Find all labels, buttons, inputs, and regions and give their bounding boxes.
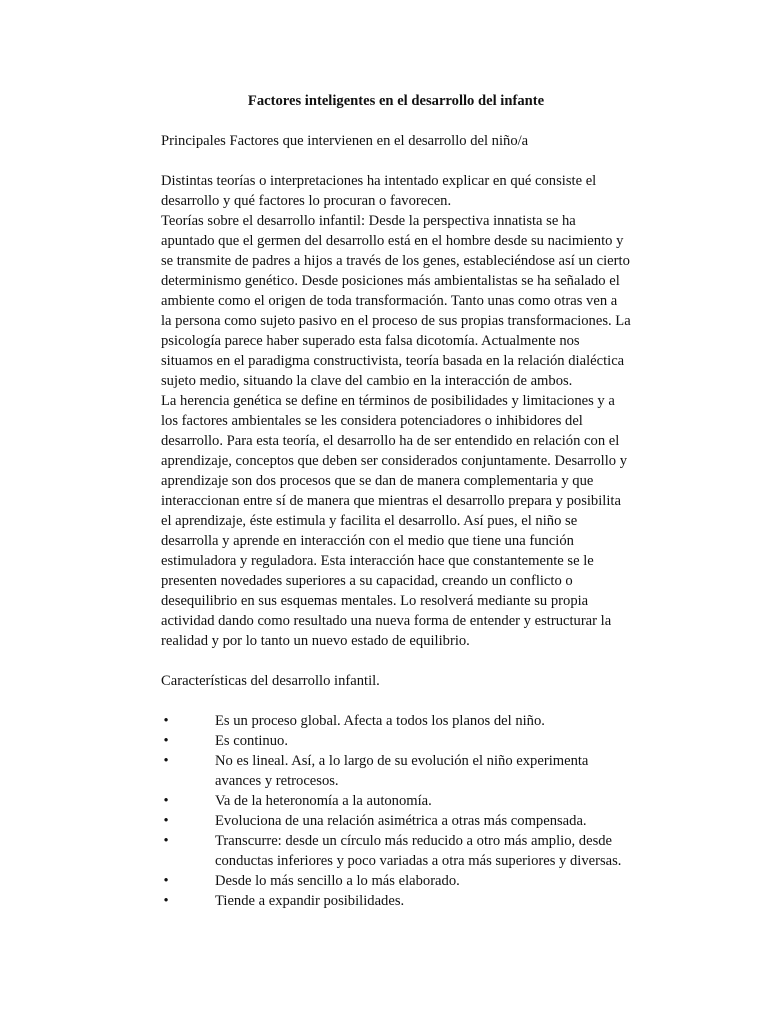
bullet-icon: • bbox=[163, 793, 169, 809]
list-item bbox=[163, 871, 631, 891]
bullet-icon: • bbox=[163, 733, 169, 749]
bullet-icon: • bbox=[163, 833, 169, 849]
paragraph-intro: Distintas teorías o interpretaciones ha intentado explicar en qué consiste el desarrollo y qué factores lo procuran o favorecen. bbox=[161, 173, 597, 209]
paragraph-genetics: La herencia genética se define en términos de posibilidades y limitaciones y a los factores ambientales se les considera potenciadores o inhibidores del desarrollo. Para esta teoría, el desarrollo ha de ser entendido en relación con el aprendizaje, conceptos que deben ser considerados conjuntamente. Desarrollo y aprendizaje son dos procesos que se dan de manera complementaria y que interaccionan entre sí de manera que mientras el desarrollo prepara y posibilita el aprendizaje, éste estimula y facilita el desarrollo. Así pues, el niño se desarrolla y aprende en interacción con el medio que tiene una función estimuladora y reguladora. Esta interacción hace que constantemente se le presenten novedades superiores a su capacidad, creando un conflicto o desequilibrio en sus esquemas mentales. Lo resolverá mediante su propia actividad dando como resultado una nueva forma de entender y estructurar la realidad y por lo tanto un nuevo estado de equilibrio. bbox=[161, 393, 628, 649]
list-item-text: Evoluciona de una relación asimétrica a otras más compensada. bbox=[215, 813, 587, 829]
list-item-text: No es lineal. Así, a lo largo de su evolución el niño experimenta avances y retrocesos. bbox=[215, 753, 589, 789]
list-item-text: Es continuo. bbox=[215, 733, 288, 749]
list-item bbox=[163, 831, 631, 871]
list-item bbox=[163, 891, 631, 911]
list-item bbox=[163, 711, 631, 731]
bullet-icon: • bbox=[163, 813, 169, 829]
list-item-text: Transcurre: desde un círculo más reducido a otro más amplio, desde conductas inferiores y poco variadas a otra más superiores y diversas. bbox=[215, 833, 622, 869]
list-item bbox=[163, 731, 631, 751]
spacer bbox=[161, 691, 631, 711]
characteristics-list-wrap bbox=[163, 711, 631, 911]
paragraph-theories: Teorías sobre el desarrollo infantil: Desde la perspectiva innatista se ha apuntado que el germen del desarrollo está en el hombre desde su nacimiento y se transmite de padres a hijos a través de los genes, estableciéndose así un cierto determinismo genético. Desde posiciones más ambientalistas se ha señalado el ambiente como el origen de toda transformación. Tanto unas como otras ven a la persona como sujeto pasivo en el proceso de sus propias transformaciones. La psicología parece haber superado esta falsa dicotomía. Actualmente nos situamos en el paradigma constructivista, teoría basada en la relación dialéctica sujeto medio, situando la clave del cambio en la interacción de ambos. bbox=[161, 213, 631, 389]
list-item-text: Tiende a expandir posibilidades. bbox=[215, 893, 405, 909]
list-item bbox=[163, 811, 631, 831]
bullet-icon: • bbox=[163, 873, 169, 889]
list-item-text: Va de la heteronomía a la autonomía. bbox=[215, 793, 432, 809]
list-item bbox=[163, 751, 631, 791]
characteristics-heading: Características del desarrollo infantil. bbox=[161, 673, 380, 689]
bullet-icon: • bbox=[163, 713, 169, 729]
list-item-text: Desde lo más sencillo a lo más elaborado. bbox=[215, 873, 460, 889]
bullet-icon: • bbox=[163, 753, 169, 769]
document-body bbox=[161, 91, 631, 911]
document-subtitle: Principales Factores que intervienen en el desarrollo del niño/a bbox=[161, 133, 529, 149]
bullet-icon: • bbox=[163, 893, 169, 909]
list-item bbox=[163, 791, 631, 811]
list-item-text: Es un proceso global. Afecta a todos los planos del niño. bbox=[215, 713, 545, 729]
spacer bbox=[161, 651, 631, 671]
characteristics-list bbox=[163, 711, 631, 911]
document-title: Factores inteligentes en el desarrollo del infante bbox=[247, 93, 545, 109]
